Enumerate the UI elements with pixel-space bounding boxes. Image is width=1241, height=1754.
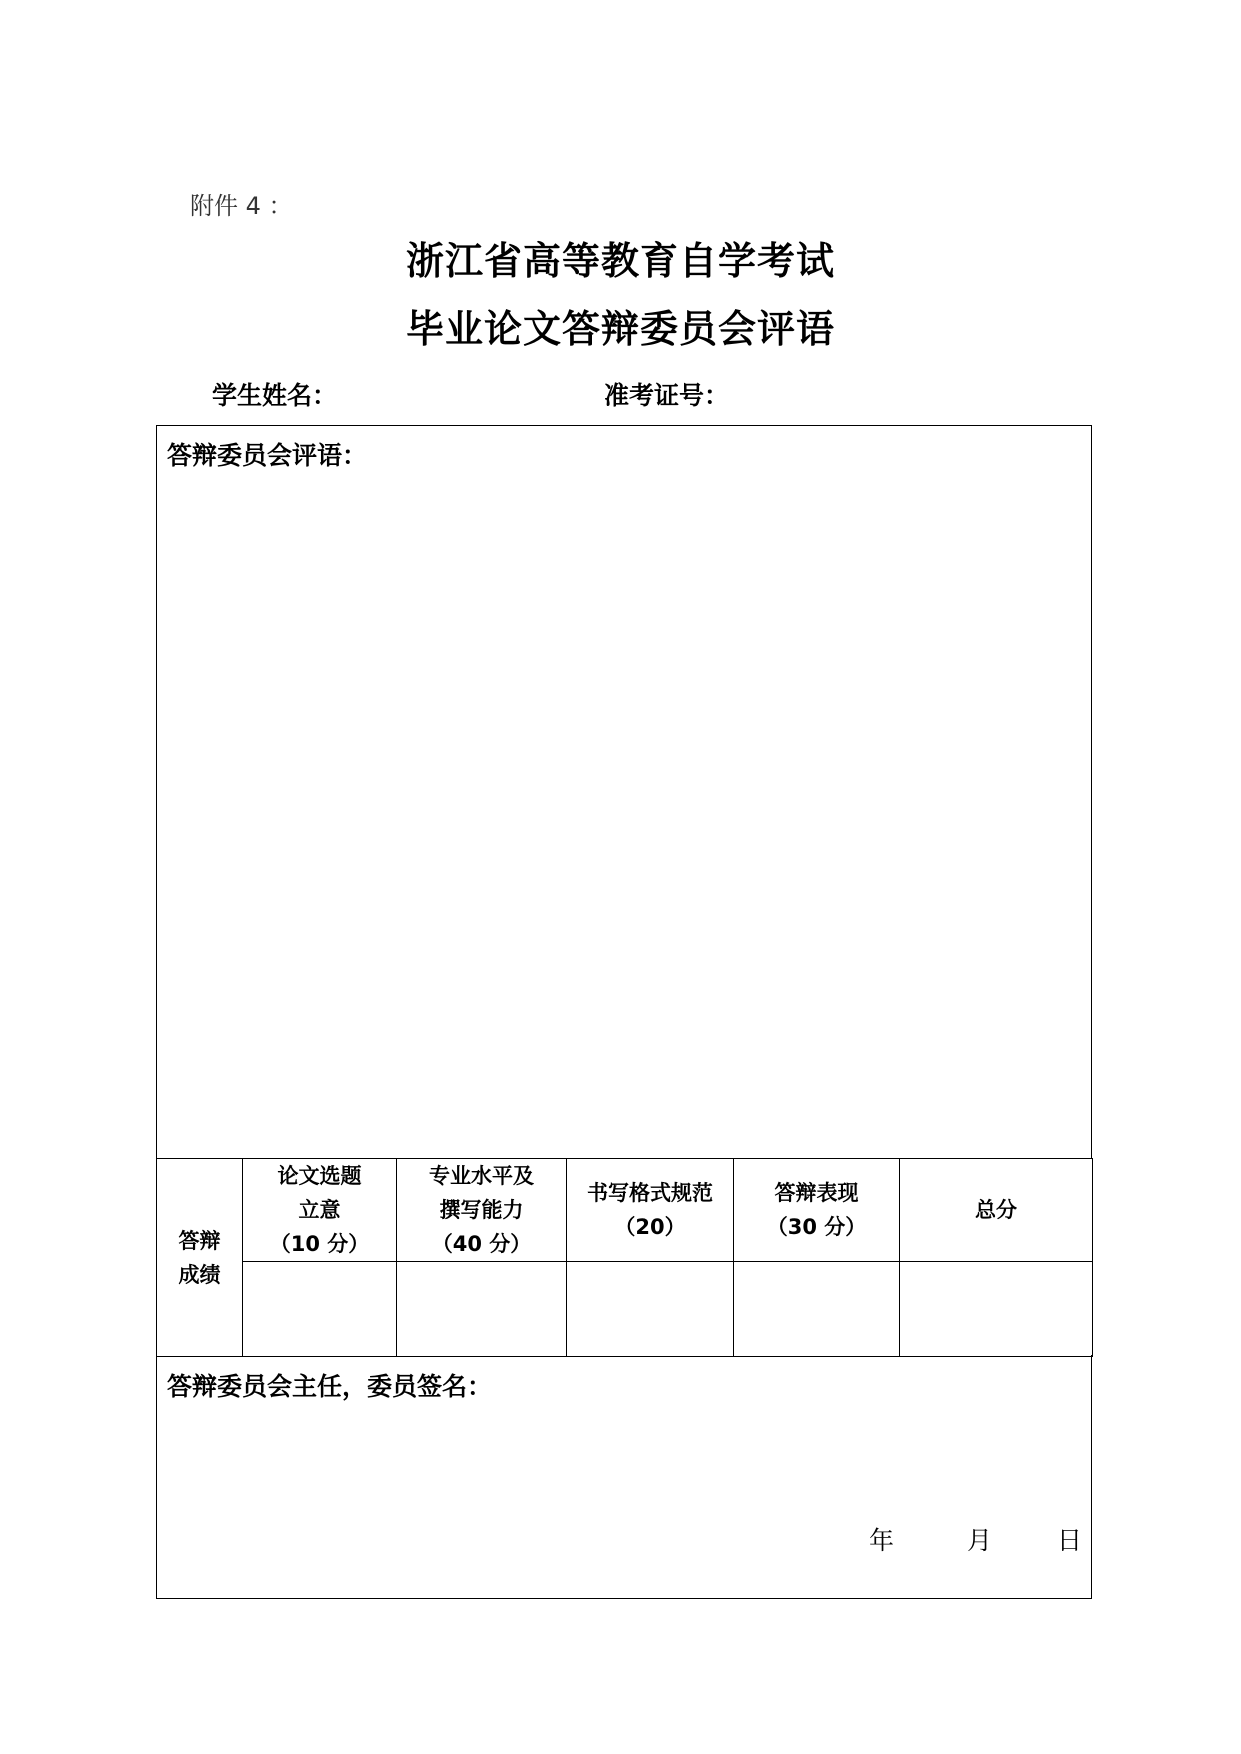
score-row-label-line2: 成绩	[178, 1262, 221, 1287]
score-value-row	[157, 1262, 1093, 1357]
page-title: 浙江省高等教育自学考试	[405, 239, 835, 283]
score-topic-cell[interactable]	[243, 1262, 397, 1357]
score-professional-cell[interactable]	[397, 1262, 567, 1357]
score-row-label	[157, 1159, 243, 1357]
score-table	[156, 1158, 1093, 1357]
exam-id-label: 准考证号：	[604, 381, 730, 410]
header-professional-points: （40 分）	[431, 1232, 532, 1256]
attachment-label: 附件 4 ：	[190, 192, 293, 220]
header-format-points: （20）	[614, 1215, 686, 1239]
header-defense-line1: 答辩表现	[774, 1181, 859, 1205]
header-format-line1: 书写格式规范	[587, 1181, 713, 1205]
signature-label: 答辩委员会主任，委员签名：	[167, 1372, 493, 1401]
date-year-label: 年	[869, 1526, 895, 1555]
comments-label: 答辩委员会评语：	[167, 441, 368, 470]
header-topic-line1: 论文选题	[277, 1164, 362, 1188]
score-defense-cell[interactable]	[734, 1262, 900, 1357]
header-topic	[243, 1159, 397, 1262]
date-day-label: 日	[1057, 1526, 1083, 1555]
header-topic-points: （10 分）	[269, 1232, 370, 1256]
score-header-row	[157, 1159, 1093, 1262]
header-total-line1: 总分	[975, 1198, 1017, 1222]
header-professional-line1: 专业水平及	[429, 1164, 534, 1188]
date-month-label: 月	[967, 1526, 993, 1555]
score-format-cell[interactable]	[567, 1262, 734, 1357]
header-total	[900, 1159, 1093, 1262]
header-defense	[734, 1159, 900, 1262]
header-topic-line2: 立意	[298, 1198, 341, 1222]
header-professional	[397, 1159, 567, 1262]
student-name-label: 学生姓名：	[212, 381, 338, 410]
score-total-cell[interactable]	[900, 1262, 1093, 1357]
header-professional-line2: 撰写能力	[439, 1198, 524, 1222]
header-defense-points: （30 分）	[766, 1215, 867, 1239]
header-format	[567, 1159, 734, 1262]
score-row-label-line1: 答辩	[178, 1228, 221, 1253]
comments-box[interactable]	[156, 425, 1092, 1158]
page-subtitle: 毕业论文答辩委员会评语	[405, 307, 835, 351]
signature-box[interactable]	[156, 1355, 1092, 1599]
